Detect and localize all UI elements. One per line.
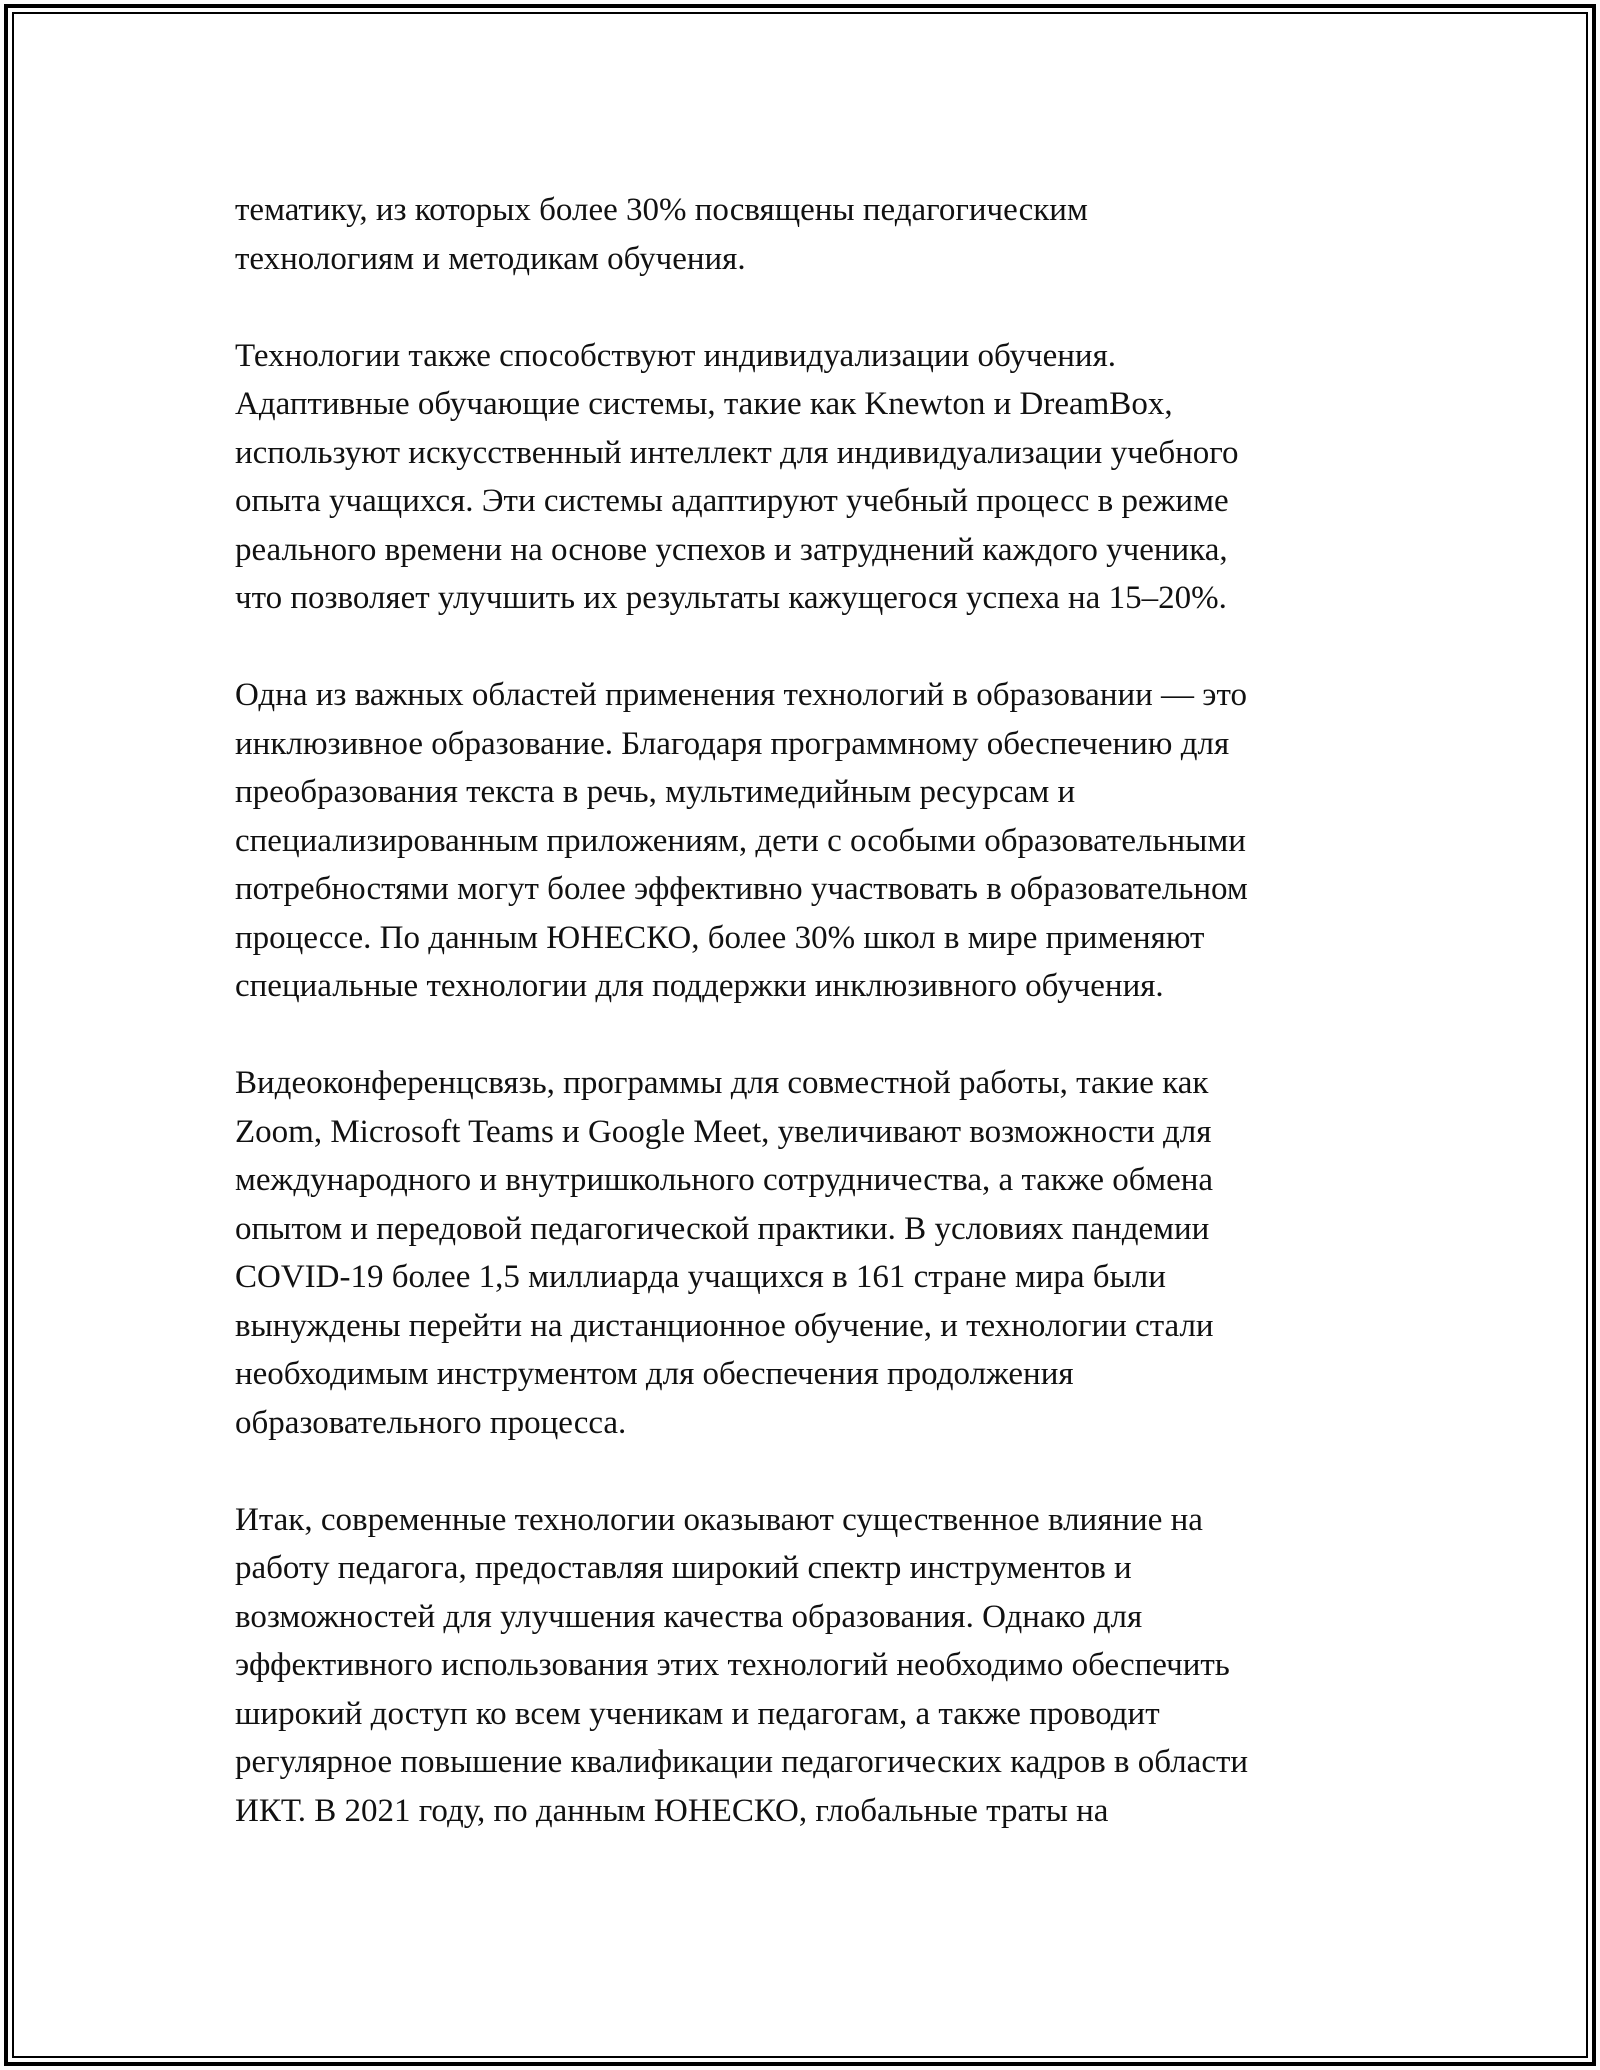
text-line: потребностями могут более эффективно участвовать в образовательном: [235, 871, 1248, 907]
text-line: преобразования текста в речь, мультимедийным ресурсам и: [235, 774, 1076, 810]
paragraph-1: [235, 186, 1385, 283]
paragraph-3: [235, 671, 1385, 1011]
text-line: работу педагога, предоставляя широкий спектр инструментов и: [235, 1550, 1132, 1586]
text-line: процессе. По данным ЮНЕСКО, более 30% школ в мире применяют: [235, 919, 1205, 956]
text-line: опытом и передовой педагогической практики. В условиях пандемии: [235, 1210, 1210, 1247]
text-line: тематику, из которых более 30% посвящены педагогическим: [235, 192, 1088, 228]
text-line: необходимым инструментом для обеспечения продолжения: [235, 1356, 1074, 1392]
text-line: Видеоконференцсвязь, программы для совместной работы, такие как: [235, 1065, 1209, 1101]
text-line: возможностей для улучшения качества образования. Однако для: [235, 1598, 1143, 1635]
text-line: специализированным приложениям, дети с особыми образовательными: [235, 822, 1246, 859]
text-line: Адаптивные обучающие системы, такие как Knewton и DreamBox,: [235, 386, 1173, 422]
text-line: ИКТ. В 2021 году, по данным ЮНЕСКО, глобальные траты на: [235, 1792, 1109, 1829]
text-line: специальные технологии для поддержки инклюзивного обучения.: [235, 968, 1164, 1004]
text-line: образовательного процесса.: [235, 1404, 627, 1441]
text-line: реального времени на основе успехов и затруднений каждого ученика,: [235, 531, 1228, 568]
text-line: регулярное повышение квалификации педагогических кадров в области: [235, 1744, 1249, 1780]
text-line: инклюзивное образование. Благодаря программному обеспечению для: [235, 725, 1230, 762]
paragraph-4: [235, 1059, 1385, 1447]
text-line: что позволяет улучшить их результаты кажущегося успеха на 15–20%.: [235, 580, 1227, 616]
text-line: Одна из важных областей применения технологий в образовании — это: [235, 677, 1247, 713]
text-line: широкий доступ ко всем ученикам и педагогам, а также проводит: [235, 1695, 1160, 1732]
text-line: COVID-19 более 1,5 миллиарда учащихся в 161 стране мира были: [235, 1259, 1166, 1295]
text-line: международного и внутришкольного сотрудничества, а также обмена: [235, 1162, 1214, 1198]
text-line: используют искусственный интеллект для индивидуализации учебного: [235, 434, 1239, 471]
paragraph-2: [235, 332, 1385, 623]
text-line: опыта учащихся. Эти системы адаптируют учебный процесс в режиме: [235, 483, 1229, 519]
text-line: Zoom, Microsoft Teams и Google Meet, увеличивают возможности для: [235, 1113, 1212, 1150]
text-line: Итак, современные технологии оказывают существенное влияние на: [235, 1501, 1203, 1538]
paragraph-5: [235, 1496, 1385, 1836]
text-line: Технологии также способствуют индивидуализации обучения.: [235, 337, 1117, 374]
text-line: вынуждены перейти на дистанционное обучение, и технологии стали: [235, 1307, 1214, 1344]
text-line: эффективного использования этих технологий необходимо обеспечить: [235, 1647, 1230, 1683]
document-body: [235, 186, 1385, 1835]
text-line: технологиям и методикам обучения.: [235, 240, 746, 277]
